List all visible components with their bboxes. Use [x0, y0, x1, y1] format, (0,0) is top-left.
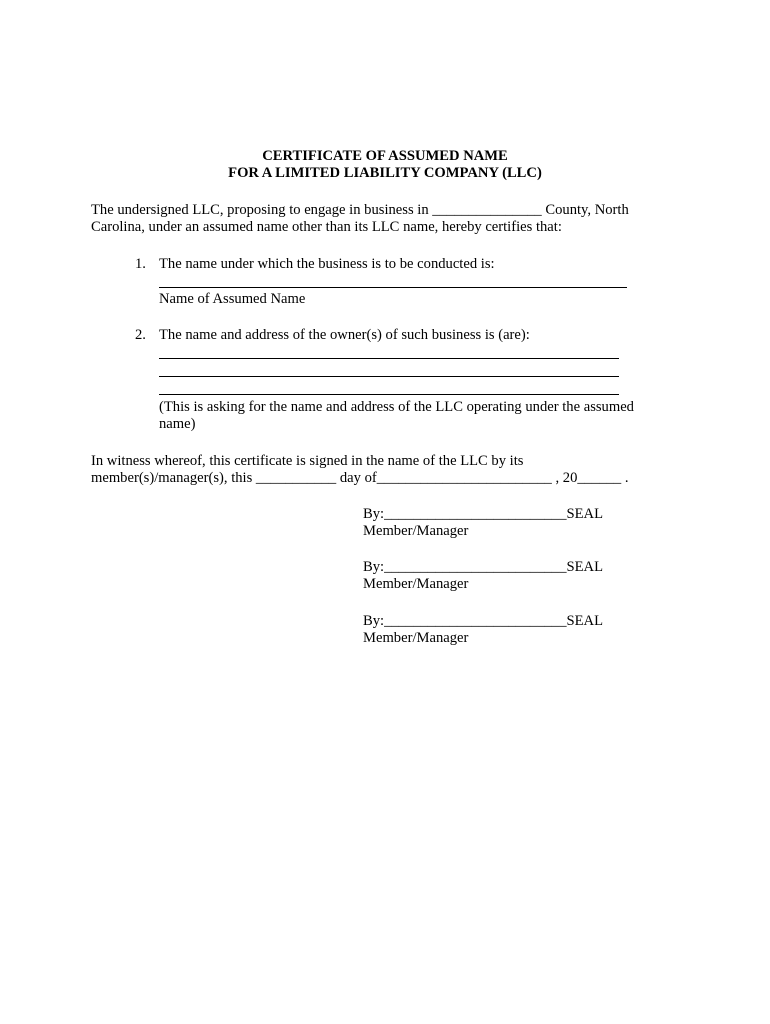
witness-line-2: member(s)/manager(s), this ___________ day of________________________ , 20______ . — [91, 470, 629, 486]
witness-line-1: In witness whereof, this certificate is signed in the name of the LLC by its — [91, 453, 524, 469]
assumed-name-blank-line[interactable] — [159, 287, 627, 288]
owner-blank-line-3[interactable] — [159, 394, 619, 395]
signature-role: Member/Manager — [363, 630, 469, 646]
item-1-caption: Name of Assumed Name — [159, 291, 306, 307]
item-1-number: 1. — [135, 256, 146, 272]
signature-role: Member/Manager — [363, 523, 469, 539]
intro-line-2: Carolina, under an assumed name other than its LLC name, hereby certifies that: — [91, 219, 562, 235]
signature-line[interactable]: By:_________________________SEAL — [363, 506, 603, 522]
item-2-note-line-1: (This is asking for the name and address of the LLC operating under the assumed — [159, 399, 634, 415]
document-title-line-2: FOR A LIMITED LIABILITY COMPANY (LLC) — [228, 165, 542, 181]
item-1-text: The name under which the business is to be conducted is: — [159, 256, 495, 272]
signature-line[interactable]: By:_________________________SEAL — [363, 559, 603, 575]
owner-blank-line-2[interactable] — [159, 376, 619, 377]
owner-blank-line-1[interactable] — [159, 358, 619, 359]
intro-line-1: The undersigned LLC, proposing to engage in business in _______________ County, North — [91, 202, 629, 218]
document-title-line-1: CERTIFICATE OF ASSUMED NAME — [262, 148, 508, 164]
item-2-number: 2. — [135, 327, 146, 343]
item-2-text: The name and address of the owner(s) of such business is (are): — [159, 327, 530, 343]
item-2-note-line-2: name) — [159, 416, 196, 432]
signature-role: Member/Manager — [363, 576, 469, 592]
signature-line[interactable]: By:_________________________SEAL — [363, 613, 603, 629]
